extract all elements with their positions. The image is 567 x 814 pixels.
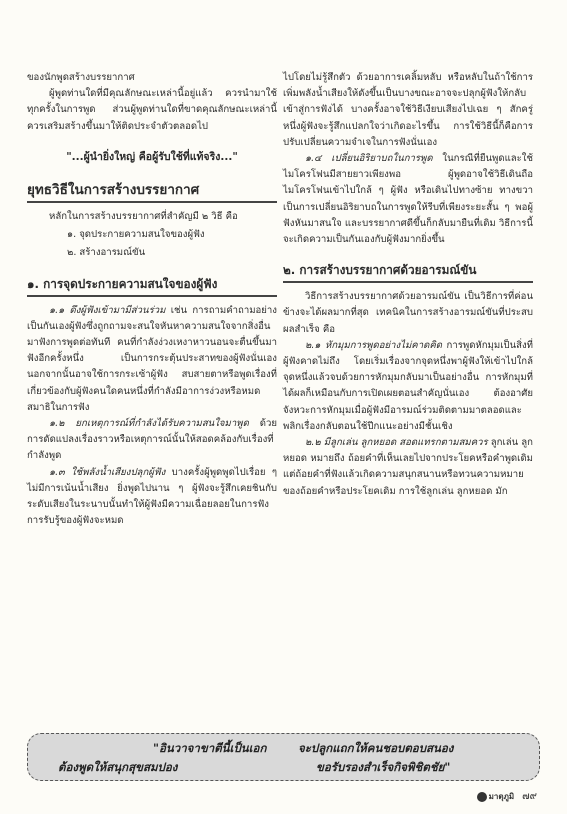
left-paragraph-2: ผู้พูดท่านใดที่มีคุณลักษณะเหล่านี้อยู่แล้ว ควรนำมาใช้ทุกครั้งในการพูด ส่วนผู้พูดท่านใดที่ขาดคุณลักษณะเหล่านี้ควรเสริมสร้างขึ้นมาให้ติดประจำตัวตลอดไป — [27, 88, 277, 132]
subsection-1-3 — [27, 465, 277, 530]
subsection-1-1-text: เช่น การถามคำถามอย่างเป็นกันเองผู้ฟังซึ่งถูกถามจะสนใจหันหาความสนใจจากสิ่งอื่นมาฟังการพูดต่อทันที คนที่กำลังง่วงเหงาหาวนอนจะตื่นขึ้นมาฟังอีกครั้งหนึ่ง เป็นการกระตุ้นประสาทของผู้ฟังนั่นเอง นอกจากนั้นอาจใช้การกระเซ้าผู้ฟัง สบสายตาหรือพูดเรื่องที่เกี่ยวข้องกับผู้ฟังคนใดคนหนึ่งที่กำลังมีอาการง่วงหรือหมดสมาธิในการฟัง — [27, 304, 277, 413]
left-column — [27, 70, 277, 529]
right-column — [283, 70, 533, 500]
subsection-1-2 — [27, 416, 277, 465]
subsection-1-1-label: ๑.๑ ดึงผู้ฟังเข้ามามีส่วนร่วม — [49, 304, 166, 316]
section-1-title: ๑. การจุดประกายความสนใจของผู้ฟัง — [27, 276, 277, 297]
strategy-intro: หลักในการสร้างบรรยากาศที่สำคัญมี ๒ วิธี คือ — [49, 211, 238, 223]
subsection-1-1 — [27, 303, 277, 416]
logo-text: มาตุภูมิ — [488, 792, 515, 801]
subsection-2-1 — [283, 338, 533, 435]
banner-line-2b: ขอรับรองสำเร็จกิจพิชิตชัย" — [316, 760, 451, 774]
subsection-1-2-text: ด้วยการดัดแปลงเรื่องราวหรือเหตุการณ์นั้นให้สอดคล้องกับเรื่องที่กำลังพูด — [27, 418, 277, 462]
subsection-1-3-text: บางครั้งผู้พูดพูดไปเรื่อย ๆ ไม่มีการเน้นน้ำเสียง ยิ่งพูดไปนาน ๆ ผู้ฟังจะรู้สึกเคยชินกับระดับเสียงในระนาบนั้นทำให้ผู้ฟังมีความเฉื่อยลอยในการฟัง การรับรู้ของผู้ฟังจะหมด — [27, 466, 277, 527]
page-footer — [477, 789, 537, 804]
subsection-1-2-label: ๑.๒ ยกเหตุการณ์ที่กำลังได้รับความสนใจมาพูด — [49, 418, 249, 430]
logo-icon — [477, 792, 487, 802]
subsection-2-2-text: ลูกเล่น ลูกหยอด หมายถึง ถ้อยคำที่เห็นเลยไปจากประโยคหรือคำพูดเดิม แต่ถ้อยคำที่ฟังแล้วเกิดความสนุกสนานหรือทวนความหมายของถ้อยคำหรือประโยคเดิม การใช้ลูกเล่น ลูกหยอด มัก — [283, 437, 533, 497]
subsection-1-3-label: ๑.๓ ใช้พลังน้ำเสียงปลุกผู้ฟัง — [49, 466, 166, 478]
subsection-2-2-label: ๒.๒ มีลูกเล่น ลูกหยอด สอดแทรกตามสมควร — [305, 437, 488, 449]
section-2-intro: วิธีการสร้างบรรยากาศด้วยอารมณ์ขัน เป็นวิธีการที่ค่อนข้างจะได้ผลมากที่สุด เทคนิคในการสร้างอารมณ์ขันที่ประสบผลสำเร็จ คือ — [283, 291, 533, 335]
strategy-item-2: ๒. สร้างอารมณ์ขัน — [67, 247, 146, 259]
subsection-1-4-label: ๑.๔ เปลี่ยนอิริยาบถในการพูด — [305, 153, 433, 165]
magazine-logo — [477, 790, 515, 803]
section-heading-strategy: ยุทธวิธีในการสร้างบรรยากาศ — [27, 181, 277, 203]
subsection-2-2 — [283, 435, 533, 500]
banner-line-1b: จะปลูกแถกให้คนชอบตอบสนอง — [298, 741, 454, 755]
section-2-title: ๒. การสร้างบรรยากาศด้วยอารมณ์ขัน — [283, 262, 533, 283]
strategy-item-1: ๑. จุดประกายความสนใจของผู้ฟัง — [67, 229, 205, 241]
page-number: ๗๙ — [522, 791, 537, 802]
subsection-1-4 — [283, 151, 533, 248]
subsection-1-4-text: ในกรณีที่ยืนพูดและใช้ไมโครโฟนมีสายยาวเพียงพอ ผู้พูดอาจใช้วิธีเดินถือไมโครโฟนเข้าไปใกล้ ๆ ผู้ฟัง หรือเดินไปทางซ้าย ทางขวา เป็นการเปลี่ยนอิริยาบถในการพูดให้รีบที่เพียงระยะสั้น ๆ พอผู้ฟังหันมาสนใจ และบรรยากาศดีขึ้นก็กลับมายืนที่เดิม วิธีการนี้จะเกิดความเป็นกันเองกับผู้ฟังมากยิ่งขึ้น — [283, 153, 533, 246]
left-paragraph-1: ของนักพูดสร้างบรรยากาศ — [27, 72, 135, 83]
subsection-2-1-text: การพูดหักมุมเป็นสิ่งที่ผู้ฟังคาดไม่ถึง โดยเริ่มเรื่องจากจุดหนึ่งพาผู้ฟังให้เข้าไปใกล้จุดหนึ่งแล้วจบด้วยการหักมุมกลับมาเป็นอย่างอื่น การหักมุมที่ได้ผลก็เหมือนกับการเปิดเผยตอนสำคัญนั่นเอง ต้องอาศัยจังหวะการหักมุมเมื่อผู้ฟังมีอารมณ์ร่วมติดตามมาตลอดและพลิกเรื่องกลับตอนใช้ปีกแนะอย่างมีชั้นเชิง — [283, 339, 534, 432]
subsection-2-1-label: ๒.๑ หักมุมการพูดอย่างไม่คาดคิด — [305, 339, 442, 351]
right-paragraph-1: ไปโดยไม่รู้สึกตัว ด้วยอาการเคลิ้มหลับ หรือหลับในถ้าใช้การเพิ่มพลังน้ำเสียงให้ดังขึ้นเป็นบางขณะอาจจะปลุกผู้ฟังให้กลับเข้าสู่การฟังได้ บางครั้งอาจใช้วิธีเงียบเสียงไปเฉย ๆ สักครู่หนึ่งผู้ฟังจะรู้สึกแปลกใจว่าเกิดอะไรขึ้น การใช้วิธีนี้ก็คือการปรับเปลี่ยนความจำเจในการฟังนั่นเอง — [283, 72, 533, 148]
banner-line-1a: "อินวาจาขาตีนี้เป็นเอก — [153, 741, 267, 755]
banner-line-2a: ต้องพูดให้สนุกสุขสมปอง — [58, 760, 178, 774]
pull-quote: "...ผู้นำยิ่งใหญ่ คือผู้รับใช้ที่แท้จริง..." — [66, 150, 238, 163]
poem-banner — [27, 733, 540, 781]
